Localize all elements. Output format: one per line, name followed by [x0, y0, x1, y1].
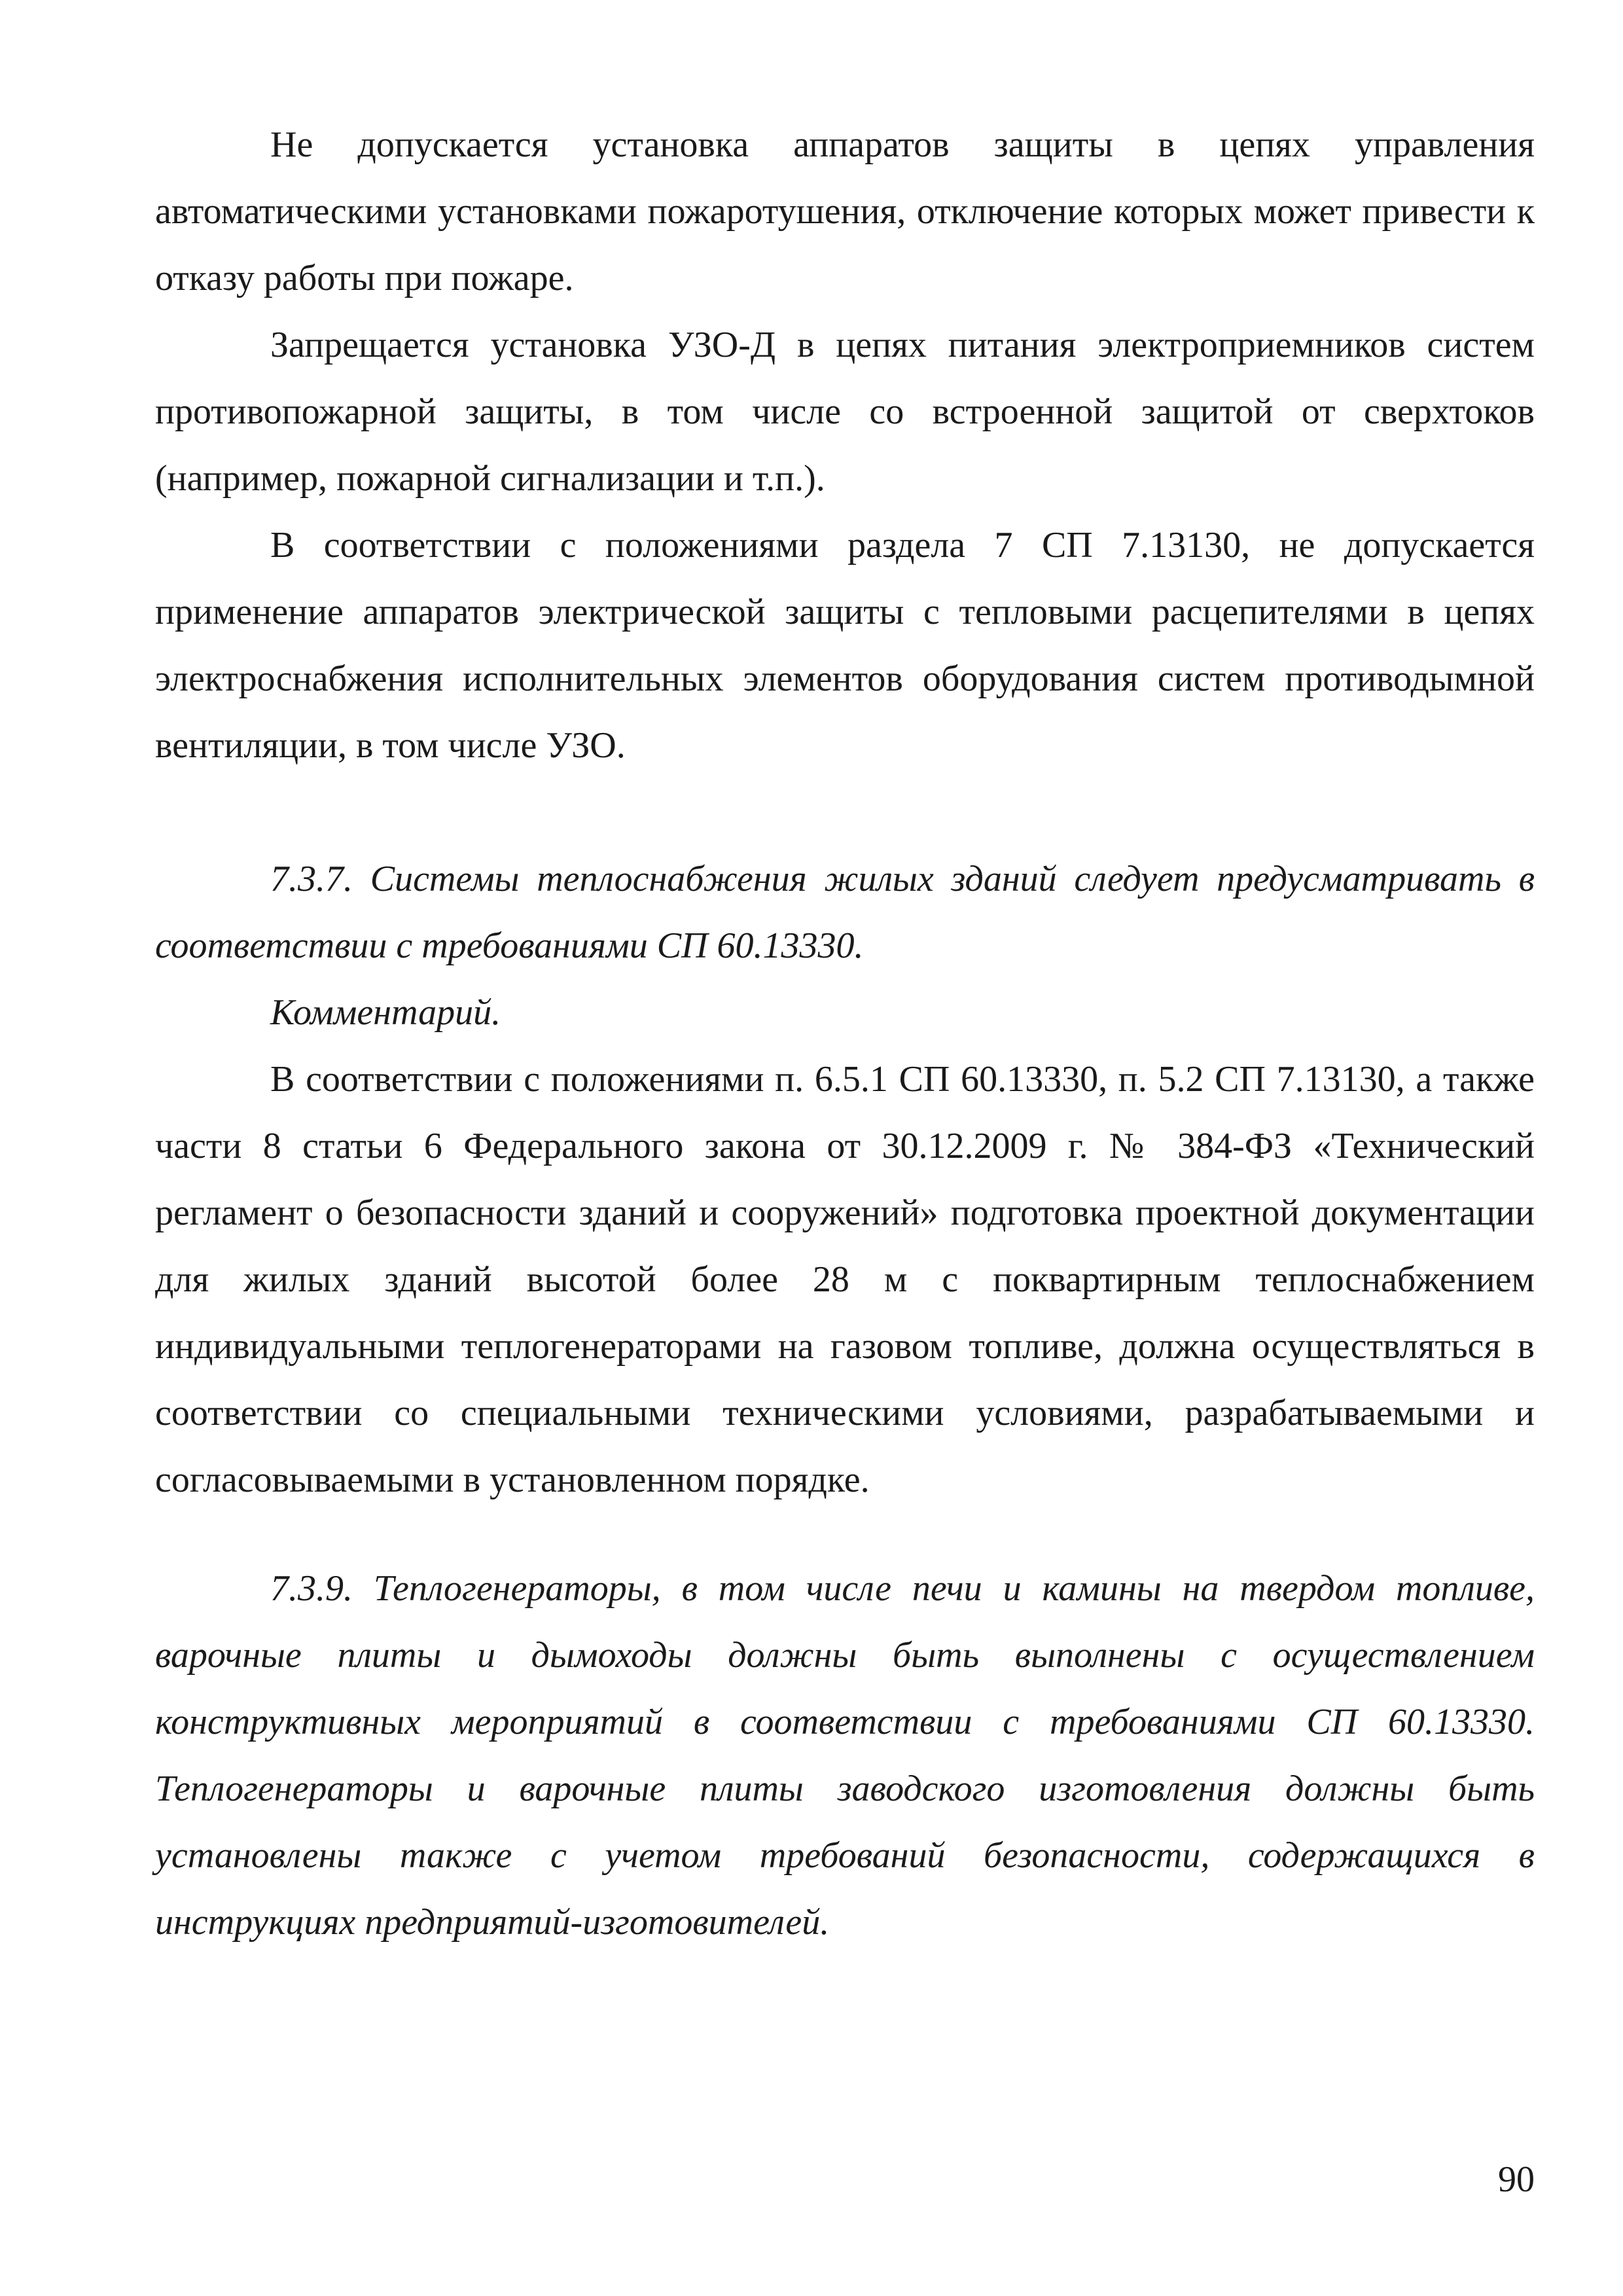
page-number: 90 — [1498, 2159, 1535, 2200]
comment-text: В соответствии с положениями п. 6.5.1 СП 60.13330, п. 5.2 СП 7.13130, а также части 8 статьи 6 Федерального закона от 30.12.2009 г. № 384-ФЗ «Технический регламент о безопасности зданий и сооружений» подготовка проектной документации для жилых зданий высотой более 28 м с поквартирным теплоснабжением индивидуальными теплогенераторами на газовом топливе, должна осуществляться в соответствии со специальными техническими условиями, разрабатываемыми и согласовываемыми в установленном порядке. — [155, 1059, 1535, 1500]
paragraph-protection-devices: Не допускается установка аппаратов защиты в цепях управления автоматическими установками пожаротушения, отключение которых может привести к отказу работы при пожаре. — [155, 124, 1535, 298]
paragraph-rcd-prohibition: Запрещается установка УЗО-Д в цепях питания электроприемников систем противопожарной защиты, в том числе со встроенной защитой от сверхтоков (например, пожарной сигнализации и т.п.). — [155, 325, 1535, 499]
clause-7-3-7: 7.3.7. Системы теплоснабжения жилых зданий следует предусматривать в соответствии с требованиями СП 60.13330. — [155, 859, 1535, 966]
paragraph-thermal-release: В соответствии с положениями раздела 7 СП 7.13130, не допускается применение аппаратов электрической защиты с тепловыми расцепителями в цепях электроснабжения исполнительных элементов оборудования систем противодымной вентиляции, в том числе УЗО. — [155, 525, 1535, 766]
clause-7-3-9: 7.3.9. Теплогенераторы, в том числе печи и камины на твердом топливе, варочные плиты и дымоходы должны быть выполнены с осуществлением конструктивных мероприятий в соответствии с требованиями СП 60.13330. Теплогенераторы и варочные плиты заводского изготовления должны быть установлены также с учетом требований безопасности, содержащихся в инструкциях предприятий-изготовителей. — [155, 1568, 1535, 1943]
page-body — [155, 111, 1535, 1956]
comment-heading: Комментарий. — [270, 992, 501, 1033]
